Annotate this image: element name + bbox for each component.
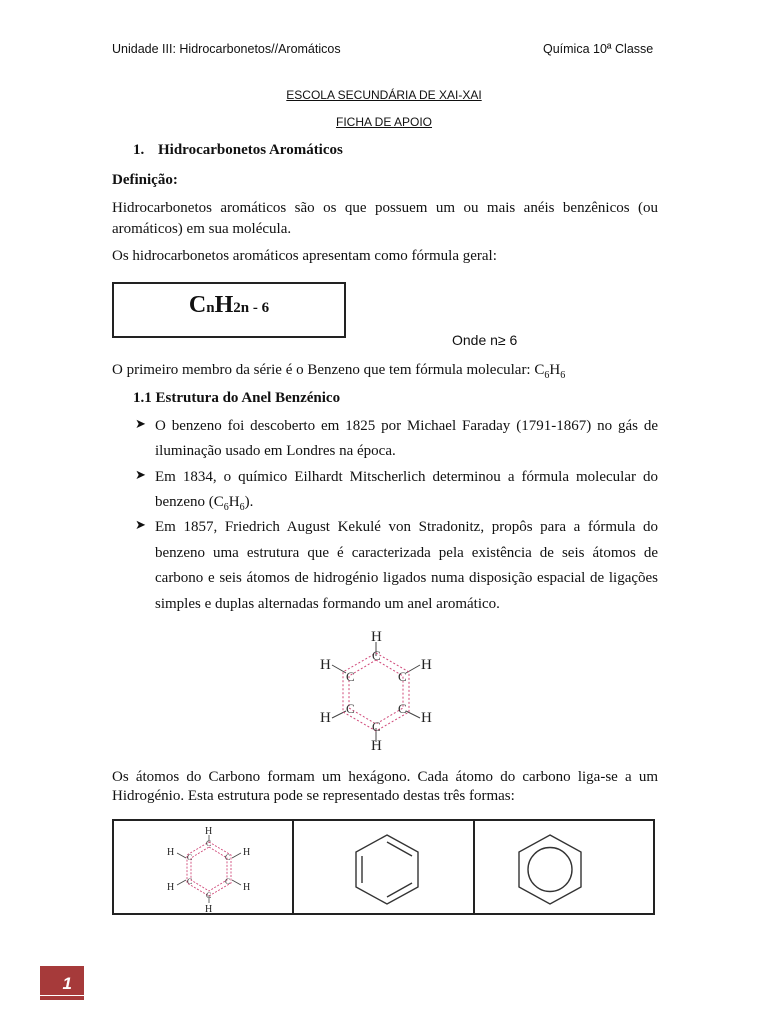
general-formula-intro: Os hidrocarbonetos aromáticos apresentam como fórmula geral: [112, 248, 497, 264]
page-number-badge [40, 966, 84, 1000]
svg-text:C: C [225, 853, 231, 862]
svg-text:C: C [398, 669, 407, 684]
svg-text:C: C [206, 891, 212, 900]
section-1-heading [133, 141, 343, 160]
svg-text:C: C [346, 669, 355, 684]
svg-text:H: H [421, 657, 432, 673]
svg-text:H: H [167, 882, 175, 893]
representation-circle-cell [475, 821, 653, 913]
hexagon-text: Os átomos do Carbono formam um hexágono. Cada átomo do carbono liga-se a um Hidrogénio. Esta estrutura pode se representado destas três formas: [112, 769, 658, 804]
representation-double-bond-cell [294, 821, 474, 913]
svg-text:C: C [206, 839, 212, 848]
svg-text:H: H [320, 657, 331, 673]
benzene-kekule-small [159, 824, 259, 914]
section-number: 1. [133, 142, 145, 158]
section-title: Hidrocarbonetos Aromáticos [158, 142, 343, 158]
running-header-right: Química 10ª Classe [543, 42, 654, 56]
svg-text:H: H [371, 629, 382, 645]
svg-text:H: H [371, 738, 382, 754]
svg-text:H: H [243, 847, 251, 858]
svg-text:C: C [372, 719, 381, 734]
representations-table [112, 819, 655, 915]
svg-text:C: C [187, 877, 193, 886]
svg-text:H: H [320, 710, 331, 726]
benzene-kekule-structure [310, 625, 440, 755]
sheet-title: FICHA DE APOIO [335, 115, 433, 129]
svg-text:H: H [243, 882, 251, 893]
school-title: ESCOLA SECUNDÁRIA DE XAI-XAI [286, 88, 482, 102]
definition-text: Hidrocarbonetos aromáticos são os que possuem um ou mais anéis benzênicos (ou aromáticos) em sua molécula. [112, 200, 658, 237]
svg-text:H: H [205, 904, 213, 914]
svg-text:C: C [346, 701, 355, 716]
representation-kekule-cell [114, 821, 294, 913]
formula-condition: Onde n≥ 6 [452, 332, 518, 348]
page-number: 1 [62, 974, 72, 993]
first-member-text: O primeiro membro da série é o Benzeno que tem fórmula molecular: $C_6H_6$ [112, 362, 566, 381]
arrow-bullet-icon: ➤ [135, 517, 146, 532]
benzene-circle-hexagon-icon [515, 831, 585, 907]
bullet-2-text: Em 1834, o químico Eilhardt Mitscherlich determinou a fórmula molecular do benzeno $(C_6H_6)$. [155, 469, 658, 513]
bullet-1-text: O benzeno foi descoberto em 1825 por Michael Faraday (1791-1867) no gás de iluminação usado em Londres na época. [155, 418, 658, 459]
svg-text:H: H [421, 710, 432, 726]
section-1-1-heading: 1.1 Estrutura do Anel Benzénico [133, 390, 341, 406]
benzene-kekule-hexagon-icon [352, 831, 422, 907]
bullet-3-text: Em 1857, Friedrich August Kekulé von Stradonitz, propôs para a fórmula do benzeno uma estrutura que é caracterizada pela existência de seis átomos de carbono e seis átomos de hidrogénio ligados numa disposição espacial de ligações simples e duplas alternadas formando um anel aromático. [155, 519, 658, 612]
running-header-left: Unidade III: Hidrocarbonetos//Aromáticos [112, 42, 341, 56]
svg-text:H: H [167, 847, 175, 858]
svg-text:C: C [372, 648, 381, 663]
page-number-underline [40, 995, 84, 996]
formula-box [112, 282, 346, 338]
svg-text:C: C [187, 853, 193, 862]
general-formula: CnH2n - 6 [188, 292, 270, 318]
arrow-bullet-icon: ➤ [135, 416, 146, 431]
svg-text:C: C [225, 877, 231, 886]
arrow-bullet-icon: ➤ [135, 467, 146, 482]
svg-text:H: H [205, 826, 213, 837]
definition-label: Definição: [112, 172, 178, 188]
svg-text:C: C [398, 701, 407, 716]
